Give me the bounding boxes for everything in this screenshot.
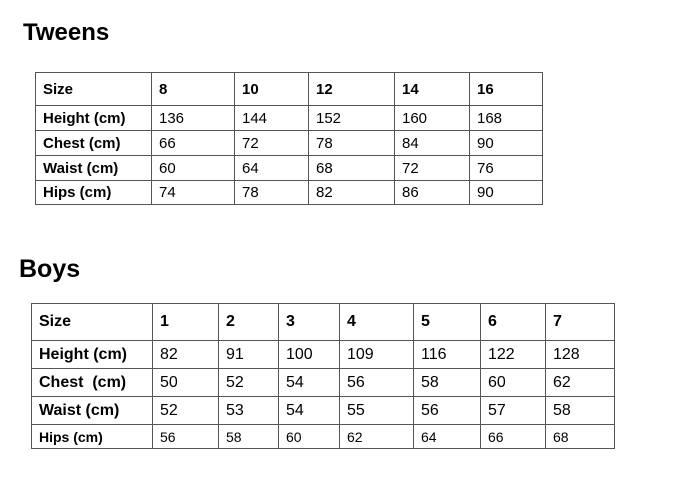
table-header-row xyxy=(32,304,615,341)
table-cell: 62 xyxy=(340,425,414,449)
header-cell: Size xyxy=(32,304,153,341)
table-row xyxy=(36,106,543,131)
table-cell: 52 xyxy=(219,369,279,397)
table-cell: 50 xyxy=(153,369,219,397)
table-cell: 64 xyxy=(414,425,481,449)
header-cell: 1 xyxy=(153,304,219,341)
table-cell: 66 xyxy=(481,425,546,449)
row-label: Chest (cm) xyxy=(32,369,153,397)
row-label: Hips (cm) xyxy=(36,181,152,205)
table-cell: 160 xyxy=(395,106,470,131)
table-cell: 116 xyxy=(414,341,481,369)
table-cell: 57 xyxy=(481,397,546,425)
header-cell: 8 xyxy=(152,73,235,106)
row-label: Chest (cm) xyxy=(36,131,152,156)
table-cell: 82 xyxy=(309,181,395,205)
header-cell: 6 xyxy=(481,304,546,341)
table-header-row xyxy=(36,73,543,106)
row-label: Waist (cm) xyxy=(32,397,153,425)
table-cell: 84 xyxy=(395,131,470,156)
table-cell: 152 xyxy=(309,106,395,131)
table-cell: 56 xyxy=(153,425,219,449)
table-row xyxy=(32,369,615,397)
table-cell: 74 xyxy=(152,181,235,205)
table-cell: 66 xyxy=(152,131,235,156)
row-label: Height (cm) xyxy=(36,106,152,131)
row-label: Height (cm) xyxy=(32,341,153,369)
table-cell: 60 xyxy=(481,369,546,397)
table-row xyxy=(36,131,543,156)
header-cell: 7 xyxy=(546,304,615,341)
table-cell: 68 xyxy=(546,425,615,449)
table-cell: 58 xyxy=(546,397,615,425)
table-cell: 64 xyxy=(235,156,309,181)
header-cell: 16 xyxy=(470,73,543,106)
table-cell: 56 xyxy=(340,369,414,397)
tweens-title: Tweens xyxy=(23,19,110,46)
table-cell: 144 xyxy=(235,106,309,131)
header-cell: 3 xyxy=(279,304,340,341)
table-cell: 86 xyxy=(395,181,470,205)
boys-title: Boys xyxy=(19,255,81,283)
row-label: Waist (cm) xyxy=(36,156,152,181)
table-cell: 60 xyxy=(152,156,235,181)
table-cell: 53 xyxy=(219,397,279,425)
table-row xyxy=(32,425,615,449)
table-cell: 72 xyxy=(395,156,470,181)
table-cell: 76 xyxy=(470,156,543,181)
header-cell: 2 xyxy=(219,304,279,341)
header-cell: 10 xyxy=(235,73,309,106)
table-cell: 78 xyxy=(309,131,395,156)
table-cell: 58 xyxy=(414,369,481,397)
table-cell: 122 xyxy=(481,341,546,369)
table-cell: 109 xyxy=(340,341,414,369)
table-cell: 72 xyxy=(235,131,309,156)
table-cell: 82 xyxy=(153,341,219,369)
table-cell: 54 xyxy=(279,397,340,425)
table-cell: 60 xyxy=(279,425,340,449)
table-row xyxy=(36,181,543,205)
tweens-size-table xyxy=(35,72,543,205)
table-cell: 55 xyxy=(340,397,414,425)
table-cell: 52 xyxy=(153,397,219,425)
table-cell: 90 xyxy=(470,131,543,156)
header-cell: 14 xyxy=(395,73,470,106)
boys-size-table xyxy=(31,303,615,449)
header-cell: 5 xyxy=(414,304,481,341)
table-cell: 58 xyxy=(219,425,279,449)
table-cell: 78 xyxy=(235,181,309,205)
table-cell: 128 xyxy=(546,341,615,369)
table-row xyxy=(36,156,543,181)
table-cell: 62 xyxy=(546,369,615,397)
table-cell: 90 xyxy=(470,181,543,205)
table-row xyxy=(32,341,615,369)
table-cell: 68 xyxy=(309,156,395,181)
table-cell: 136 xyxy=(152,106,235,131)
table-cell: 100 xyxy=(279,341,340,369)
header-cell: 4 xyxy=(340,304,414,341)
table-cell: 168 xyxy=(470,106,543,131)
header-cell: Size xyxy=(36,73,152,106)
table-cell: 56 xyxy=(414,397,481,425)
table-cell: 91 xyxy=(219,341,279,369)
table-row xyxy=(32,397,615,425)
table-cell: 54 xyxy=(279,369,340,397)
row-label: Hips (cm) xyxy=(32,425,153,449)
header-cell: 12 xyxy=(309,73,395,106)
